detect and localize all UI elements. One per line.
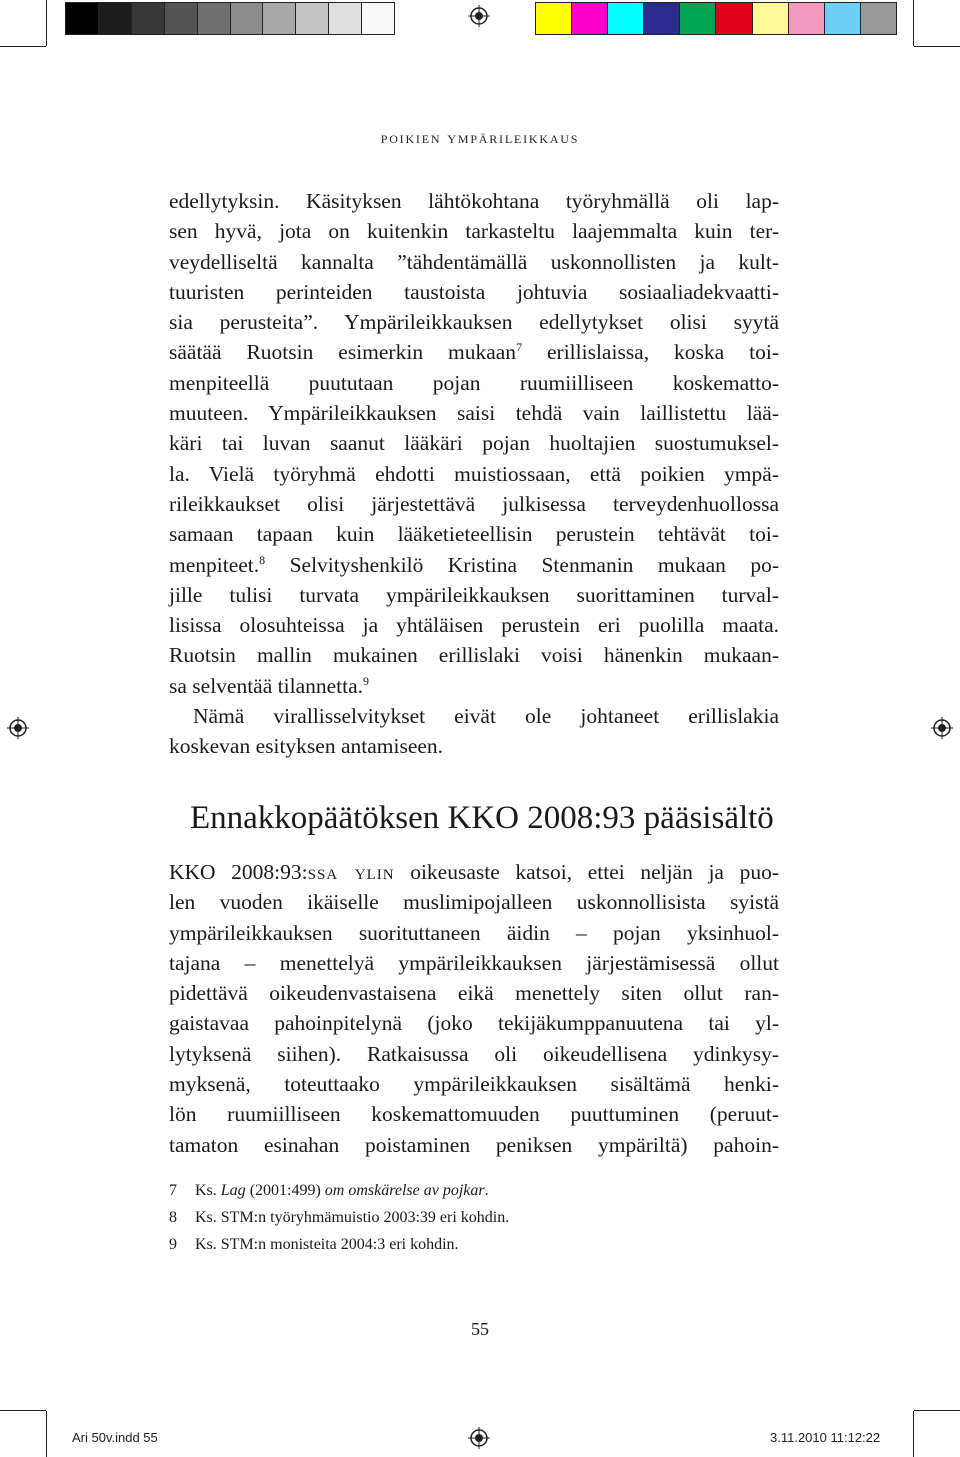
crop-mark	[0, 1410, 46, 1411]
text-line: menpiteet.$^8$ Selvityshenkilö Kristina Stenmanin mukaan po-	[169, 552, 779, 577]
text-line: käri tai luvan saanut lääkäri pojan huoltajien suostumuksel-	[169, 431, 779, 456]
calibration-swatch	[198, 3, 231, 34]
text-line: gaistavaa pahoinpitelynä (joko tekijäkumppanuutena tai yl-	[169, 1011, 779, 1036]
calibration-swatch	[789, 3, 825, 34]
page-number: 55	[471, 1319, 489, 1339]
registration-mark-icon	[931, 717, 953, 739]
footnote: 7 Ks. Lag (2001:499) om omskärelse av pojkar.	[169, 1182, 489, 1199]
calibration-swatch	[231, 3, 264, 34]
text-line: sia perusteita”. Ympärileikkauksen edellytykset olisi syytä	[169, 310, 779, 335]
calibration-swatch	[329, 3, 362, 34]
grayscale-calibration-bar	[65, 2, 395, 35]
registration-mark-icon	[7, 717, 29, 739]
text-line: lytyksenä siihen). Ratkaisussa oli oikeudellisena ydinkysy-	[169, 1041, 779, 1066]
text-line: tamaton esinahan poistaminen peniksen ympäriltä) pahoin-	[169, 1132, 779, 1157]
footnote: 9 Ks. STM:n monisteita 2004:3 eri kohdin.	[169, 1236, 459, 1253]
text-line: veydelliseltä kannalta ”tähdentämällä uskonnollisten ja kult-	[169, 249, 779, 274]
text-line: Ruotsin mallin mukainen erillislaki voisi hänenkin mukaan-	[169, 643, 779, 668]
slug-timestamp: 3.11.2010 11:12:22	[770, 1430, 881, 1445]
calibration-swatch	[861, 3, 896, 34]
text-line: Nämä virallisselvitykset eivät ole johtaneet erillislakia	[193, 704, 779, 729]
footnote-ref: 9	[363, 673, 370, 688]
calibration-swatch	[753, 3, 789, 34]
text-line: tajana – menettelyä ympärileikkauksen järjestämisessä ollut	[169, 950, 779, 975]
text-line: koskevan esityksen antamiseen.	[169, 734, 444, 759]
text-line: samaan tapaan kuin lääketieteellisin perustein tehtävät toi-	[169, 522, 779, 547]
calibration-swatch	[165, 3, 198, 34]
calibration-swatch	[825, 3, 861, 34]
text-line: jille tulisi turvata ympärileikkauksen suorittaminen turval-	[169, 582, 779, 607]
text-line: ympärileikkauksen suorituttaneen äidin – pojan yksinhuol-	[169, 920, 779, 945]
calibration-swatch	[608, 3, 644, 34]
section-first-line: KKO 2008:93:ssa ylin oikeusaste katsoi, ettei neljän ja puo-	[169, 860, 779, 884]
text-line: säätää Ruotsin esimerkin mukaan$^7$ erillislaissa, koska toi-	[169, 340, 779, 365]
text-line: lön ruumiilliseen koskemattomuuden puuttuminen (peruut-	[169, 1102, 779, 1127]
crop-mark	[0, 46, 46, 47]
calibration-swatch	[680, 3, 716, 34]
footnote-ref: 7	[516, 340, 523, 355]
text-line: muuteen. Ympärileikkauksen saisi tehdä vain laillistettu lää-	[169, 401, 779, 426]
calibration-swatch	[66, 3, 99, 34]
crop-mark	[914, 46, 960, 47]
text-line: tuuristen perinteiden taustoista johtuvia sosiaaliadekvaatti-	[169, 279, 779, 304]
calibration-swatch	[99, 3, 132, 34]
registration-mark-icon	[468, 1427, 490, 1449]
calibration-swatch	[263, 3, 296, 34]
body-text	[169, 186, 779, 762]
crop-mark	[46, 1411, 47, 1457]
crop-mark	[913, 0, 914, 46]
text-line: rileikkaukset olisi järjestettävä julkisessa terveydenhuollossa	[169, 491, 779, 516]
crop-mark	[46, 0, 47, 46]
calibration-swatch	[362, 3, 394, 34]
footnote: 8 Ks. STM:n työryhmämuistio 2003:39 eri kohdin.	[169, 1209, 510, 1226]
footnotes	[169, 1177, 509, 1258]
text-line: len vuoden ikäiselle muslimipojalleen uskonnollisista syistä	[169, 890, 779, 915]
text-line: myksenä, toteuttaako ympärileikkauksen sisältämä henki-	[169, 1072, 779, 1097]
text-line: pidettävä oikeudenvastaisena eikä menettely siten ollut ran-	[169, 981, 779, 1006]
calibration-swatch	[716, 3, 752, 34]
calibration-swatch	[296, 3, 329, 34]
text-line: lisissa olosuhteissa ja yhtäläisen perustein eri puolilla maata.	[169, 613, 779, 638]
registration-mark-icon	[468, 5, 490, 27]
crop-mark	[913, 1411, 914, 1457]
text-line: edellytyksin. Käsityksen lähtökohtana työryhmällä oli lap-	[169, 189, 779, 213]
footnote-ref: 8	[259, 552, 266, 567]
text-line: menpiteellä puututaan pojan ruumiilliseen koskematto-	[169, 370, 779, 395]
section-heading: Ennakkopäätöksen KKO 2008:93 pääsisältö	[190, 800, 774, 836]
slug-filename: Ari 50v.indd 55	[72, 1430, 158, 1445]
text-line: la. Vielä työryhmä ehdotti muistiossaan, että poikien ympä-	[169, 461, 779, 486]
crop-mark	[914, 1410, 960, 1411]
calibration-swatch	[536, 3, 572, 34]
calibration-swatch	[644, 3, 680, 34]
calibration-swatch	[572, 3, 608, 34]
running-head: poikien ympärileikkaus	[380, 128, 580, 147]
section-text	[169, 857, 779, 1160]
text-line: sen hyvä, jota on kuitenkin tarkasteltu laajemmalta kuin ter-	[169, 219, 779, 244]
calibration-swatch	[132, 3, 165, 34]
text-line: sa selventää tilannetta.$^9$	[169, 673, 370, 698]
color-calibration-bar	[535, 2, 897, 35]
